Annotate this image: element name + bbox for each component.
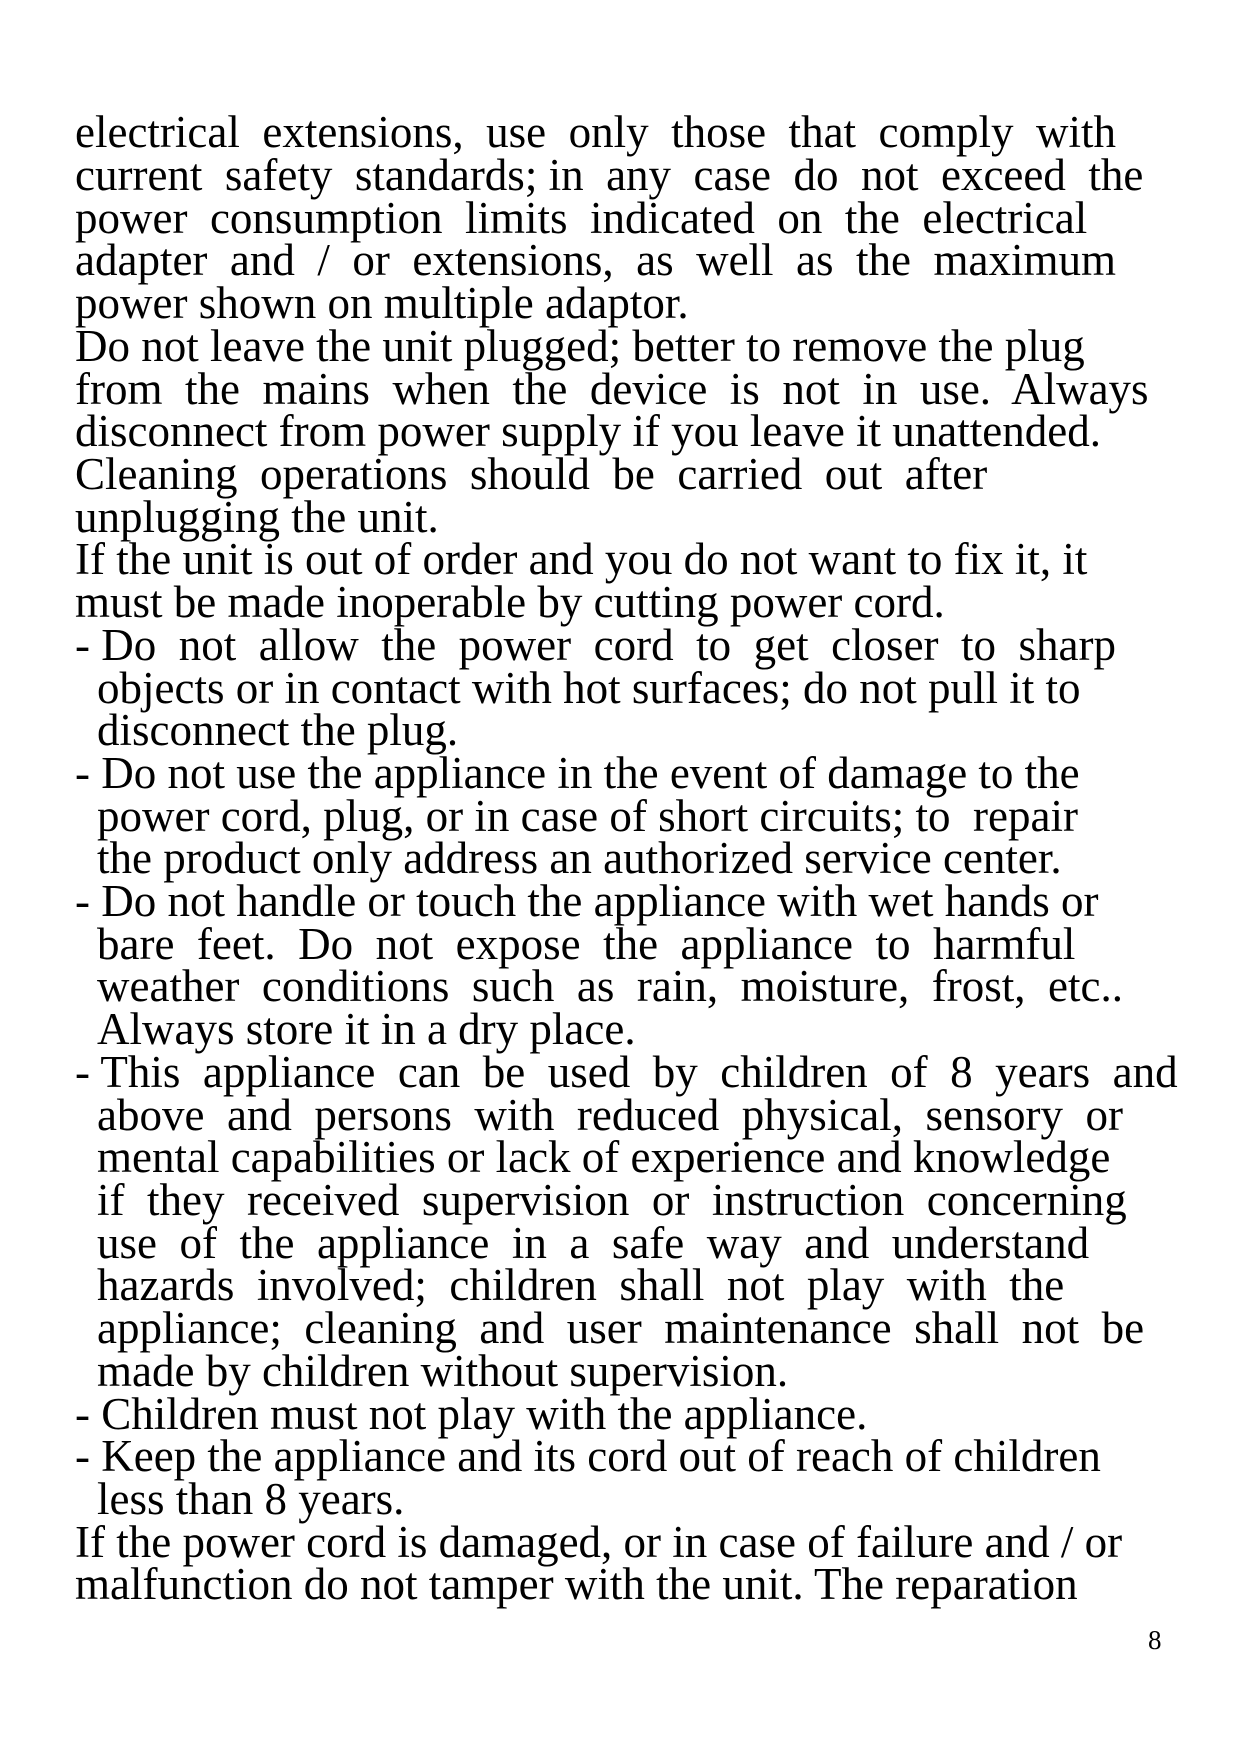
bullet-line: - This appliance can be used by children of 8 years and (75, 1047, 1178, 1097)
text-line: hazards involved; children shall not play with the (97, 1260, 1065, 1310)
text-line: disconnect the plug. (97, 705, 459, 755)
text-line: objects or in contact with hot surfaces; do not pull it to (97, 663, 1081, 713)
text-line: above and persons with reduced physical, sensory or (97, 1090, 1123, 1140)
text-line: disconnect from power supply if you leave it unattended. (75, 406, 1101, 456)
text-line: use of the appliance in a safe way and understand (97, 1218, 1090, 1268)
text-line: power consumption limits indicated on the electrical (75, 193, 1088, 243)
text-line: if they received supervision or instruction concerning (97, 1175, 1127, 1225)
bullet-line: - Do not handle or touch the appliance with wet hands or (75, 876, 1099, 926)
text-line: power shown on multiple adaptor. (75, 278, 689, 328)
text-line: bare feet. Do not expose the appliance to harmful (97, 919, 1076, 969)
text-line: made by children without supervision. (97, 1346, 789, 1396)
text-line: unplugging the unit. (75, 492, 439, 542)
bullet-line: - Do not use the appliance in the event of damage to the (75, 748, 1080, 798)
text-line: adapter and / or extensions, as well as the maximum (75, 235, 1116, 285)
bullet-line: - Keep the appliance and its cord out of reach of children (75, 1431, 1101, 1481)
text-line: Always store it in a dry place. (97, 1004, 636, 1054)
text-line: Do not leave the unit plugged; better to remove the plug (75, 321, 1085, 371)
text-line: If the unit is out of order and you do not want to fix it, it (75, 534, 1088, 584)
text-line: power cord, plug, or in case of short circuits; to repair (97, 791, 1078, 841)
page-number: 8 (1148, 1625, 1162, 1655)
text-line: mental capabilities or lack of experience and knowledge (97, 1132, 1111, 1182)
bullet-line: - Do not allow the power cord to get closer to sharp (75, 620, 1116, 670)
text-line: weather conditions such as rain, moisture, frost, etc.. (97, 961, 1123, 1011)
bullet-line: - Children must not play with the appliance. (75, 1389, 868, 1439)
text-line: from the mains when the device is not in use. Always (75, 364, 1149, 414)
text-line: the product only address an authorized service center. (97, 833, 1062, 883)
text-line: Cleaning operations should be carried out after (75, 449, 988, 499)
text-line: appliance; cleaning and user maintenance shall not be (97, 1303, 1145, 1353)
text-line: If the power cord is damaged, or in case of failure and / or (75, 1517, 1123, 1567)
text-line: malfunction do not tamper with the unit. The reparation (75, 1559, 1078, 1609)
text-line: electrical extensions, use only those that comply with (75, 107, 1117, 157)
text-line: less than 8 years. (97, 1474, 405, 1524)
text-line: must be made inoperable by cutting power cord. (75, 577, 945, 627)
text-line: current safety standards; in any case do not exceed the (75, 150, 1144, 200)
